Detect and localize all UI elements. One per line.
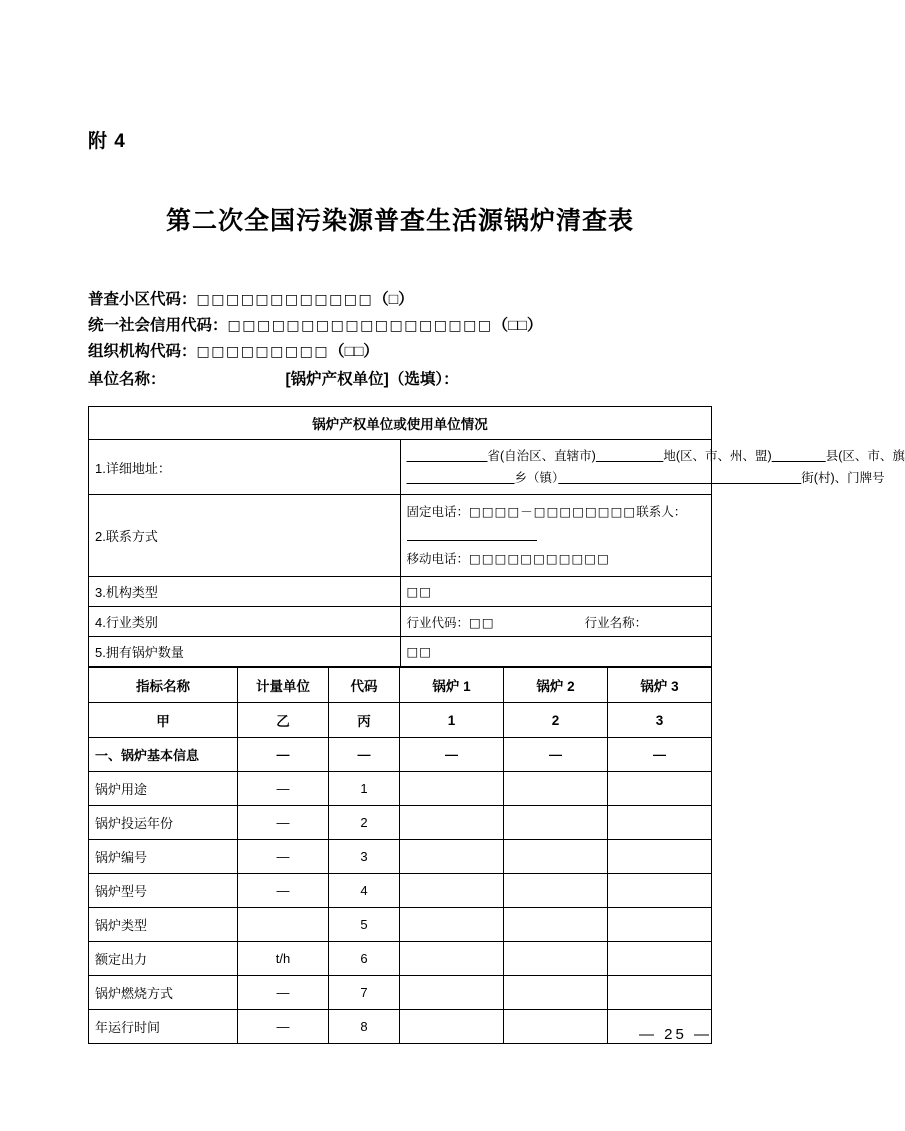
address-value[interactable] (400, 440, 905, 495)
survey-area-code-boxes[interactable]: □□□□□□□□□□□□ (196, 292, 374, 308)
table-row (89, 840, 712, 874)
fixed-phone-line (407, 500, 706, 547)
row-name: 年运行时间 (89, 1010, 238, 1044)
section-header-row (89, 407, 712, 440)
address-line-2 (407, 467, 885, 489)
row-code: 5 (329, 908, 400, 942)
org-code-boxes[interactable]: □□□□□□□□□ (196, 344, 330, 360)
row-boiler-1[interactable] (400, 976, 504, 1010)
row-name: 锅炉类型 (89, 908, 238, 942)
address-county-blank (772, 449, 826, 463)
industry-value[interactable] (400, 607, 712, 637)
table-row (89, 1010, 712, 1044)
row-name: 锅炉投运年份 (89, 806, 238, 840)
survey-area-code-label: 普查小区代码： (88, 291, 197, 308)
credit-code-suffix: （□□） (492, 317, 543, 334)
row-boiler-1[interactable]: — (400, 738, 504, 772)
col-header-boiler-1: 锅炉 1 (400, 668, 504, 703)
org-type-row (89, 577, 712, 607)
subheader-col-1: 1 (400, 703, 504, 738)
indicator-table (88, 667, 712, 1044)
address-township-blank (407, 471, 515, 485)
table-row (89, 976, 712, 1010)
contact-label: 2.联系方式 (89, 495, 401, 577)
row-unit: — (238, 874, 329, 908)
row-boiler-3[interactable] (608, 840, 712, 874)
row-boiler-2[interactable] (504, 1010, 608, 1044)
row-code: 7 (329, 976, 400, 1010)
address-city-blank (596, 449, 664, 463)
subheader-col-3: 3 (608, 703, 712, 738)
table-header-row (89, 668, 712, 703)
row-boiler-3[interactable] (608, 874, 712, 908)
table-subheader-row (89, 703, 712, 738)
col-header-boiler-3: 锅炉 3 (608, 668, 712, 703)
mobile-phone-line (407, 547, 706, 571)
col-header-code: 代码 (329, 668, 400, 703)
col-header-boiler-2: 锅炉 2 (504, 668, 608, 703)
row-code: 8 (329, 1010, 400, 1044)
row-unit: — (238, 738, 329, 772)
row-name: 锅炉用途 (89, 772, 238, 806)
attachment-label: 附 4 (88, 131, 126, 152)
table-row (89, 874, 712, 908)
row-boiler-1[interactable] (400, 806, 504, 840)
industry-code-boxes[interactable]: □□ (469, 614, 495, 630)
row-boiler-2[interactable] (504, 840, 608, 874)
industry-code-label: 行业代码： (406, 615, 470, 630)
row-boiler-3[interactable] (608, 942, 712, 976)
row-boiler-1[interactable] (400, 942, 504, 976)
address-city-label: 地(区、市、州、盟) (663, 449, 772, 463)
row-boiler-2[interactable] (504, 908, 608, 942)
table-row (89, 806, 712, 840)
row-unit: — (238, 1010, 329, 1044)
boiler-count-boxes[interactable]: □□ (400, 637, 712, 667)
survey-area-code-line (88, 287, 712, 313)
row-boiler-2[interactable] (504, 806, 608, 840)
org-code-line (88, 339, 712, 365)
row-name: 一、锅炉基本信息 (89, 738, 238, 772)
row-name: 锅炉编号 (89, 840, 238, 874)
address-county-label: 县(区、市、旗 (825, 449, 905, 463)
contact-person-field[interactable] (407, 527, 537, 541)
fixed-phone-label: 固定电话： (406, 505, 470, 519)
unit-info-table (88, 406, 905, 667)
row-boiler-1[interactable] (400, 1010, 504, 1044)
contact-person-label: 联系人： (636, 505, 687, 519)
row-boiler-1[interactable] (400, 772, 504, 806)
row-boiler-3[interactable] (608, 976, 712, 1010)
boiler-count-label: 5.拥有锅炉数量 (89, 637, 401, 667)
col-header-unit: 计量单位 (238, 668, 329, 703)
row-boiler-1[interactable] (400, 840, 504, 874)
table-row (89, 772, 712, 806)
section-header: 锅炉产权单位或使用单位情况 (89, 407, 712, 440)
row-name: 锅炉燃烧方式 (89, 976, 238, 1010)
row-boiler-2[interactable]: — (504, 738, 608, 772)
row-boiler-3[interactable] (608, 772, 712, 806)
row-code: 3 (329, 840, 400, 874)
fixed-phone-boxes[interactable]: □□□□－□□□□□□□□ (469, 504, 637, 519)
address-province-blank (407, 449, 488, 463)
row-boiler-2[interactable] (504, 976, 608, 1010)
address-row (89, 440, 712, 495)
row-code: 2 (329, 806, 400, 840)
row-boiler-3[interactable]: — (608, 738, 712, 772)
subheader-col-2: 2 (504, 703, 608, 738)
row-boiler-3[interactable] (608, 806, 712, 840)
row-name: 锅炉型号 (89, 874, 238, 908)
address-line-1 (407, 445, 905, 467)
mobile-phone-boxes[interactable]: □□□□□□□□□□□ (469, 551, 610, 566)
credit-code-label: 统一社会信用代码： (88, 317, 228, 334)
address-label: 1.详细地址： (89, 440, 401, 495)
credit-code-line (88, 313, 712, 339)
survey-area-code-suffix: （□） (373, 291, 414, 308)
industry-name-label: 行业名称： (584, 615, 648, 630)
subheader-yi: 乙 (238, 703, 329, 738)
unit-name-label: 单位名称： (88, 371, 166, 388)
owner-unit-label: [锅炉产权单位]（选填）： (285, 371, 459, 388)
unit-name-line (88, 367, 712, 392)
org-type-label: 3.机构类型 (89, 577, 401, 607)
address-township-label: 乡（镇） (514, 471, 559, 485)
industry-label: 4.行业类别 (89, 607, 401, 637)
row-code: 6 (329, 942, 400, 976)
row-name: 额定出力 (89, 942, 238, 976)
address-street-label: 街(村)、门牌号 (801, 471, 885, 485)
page-number: — 25 — (638, 1026, 712, 1043)
row-unit (238, 908, 329, 942)
table-row (89, 908, 712, 942)
row-unit: — (238, 806, 329, 840)
table-row (89, 738, 712, 772)
org-type-boxes[interactable]: □□ (400, 577, 712, 607)
col-header-indicator: 指标名称 (89, 668, 238, 703)
address-street-blank (558, 471, 801, 485)
row-boiler-2[interactable] (504, 772, 608, 806)
org-code-label: 组织机构代码： (88, 343, 197, 360)
code-block (88, 287, 712, 392)
row-boiler-3[interactable] (608, 908, 712, 942)
page-title: 第二次全国污染源普查生活源锅炉清查表 (165, 207, 634, 235)
subheader-bing: 丙 (329, 703, 400, 738)
boiler-count-row (89, 637, 712, 667)
row-boiler-2[interactable] (504, 874, 608, 908)
table-row (89, 942, 712, 976)
subheader-jia: 甲 (89, 703, 238, 738)
row-boiler-2[interactable] (504, 942, 608, 976)
row-code: 1 (329, 772, 400, 806)
address-province-label: 省(自治区、直辖市) (487, 449, 596, 463)
row-boiler-1[interactable] (400, 908, 504, 942)
row-code: — (329, 738, 400, 772)
row-unit: — (238, 976, 329, 1010)
row-unit: — (238, 772, 329, 806)
row-unit: — (238, 840, 329, 874)
row-code: 4 (329, 874, 400, 908)
credit-code-boxes[interactable]: □□□□□□□□□□□□□□□□□□ (227, 318, 493, 334)
contact-row (89, 495, 712, 577)
row-boiler-1[interactable] (400, 874, 504, 908)
mobile-phone-label: 移动电话： (406, 552, 470, 566)
contact-value[interactable] (400, 495, 712, 577)
industry-row (89, 607, 712, 637)
row-unit: t/h (238, 942, 329, 976)
org-code-suffix: （□□） (329, 343, 379, 360)
